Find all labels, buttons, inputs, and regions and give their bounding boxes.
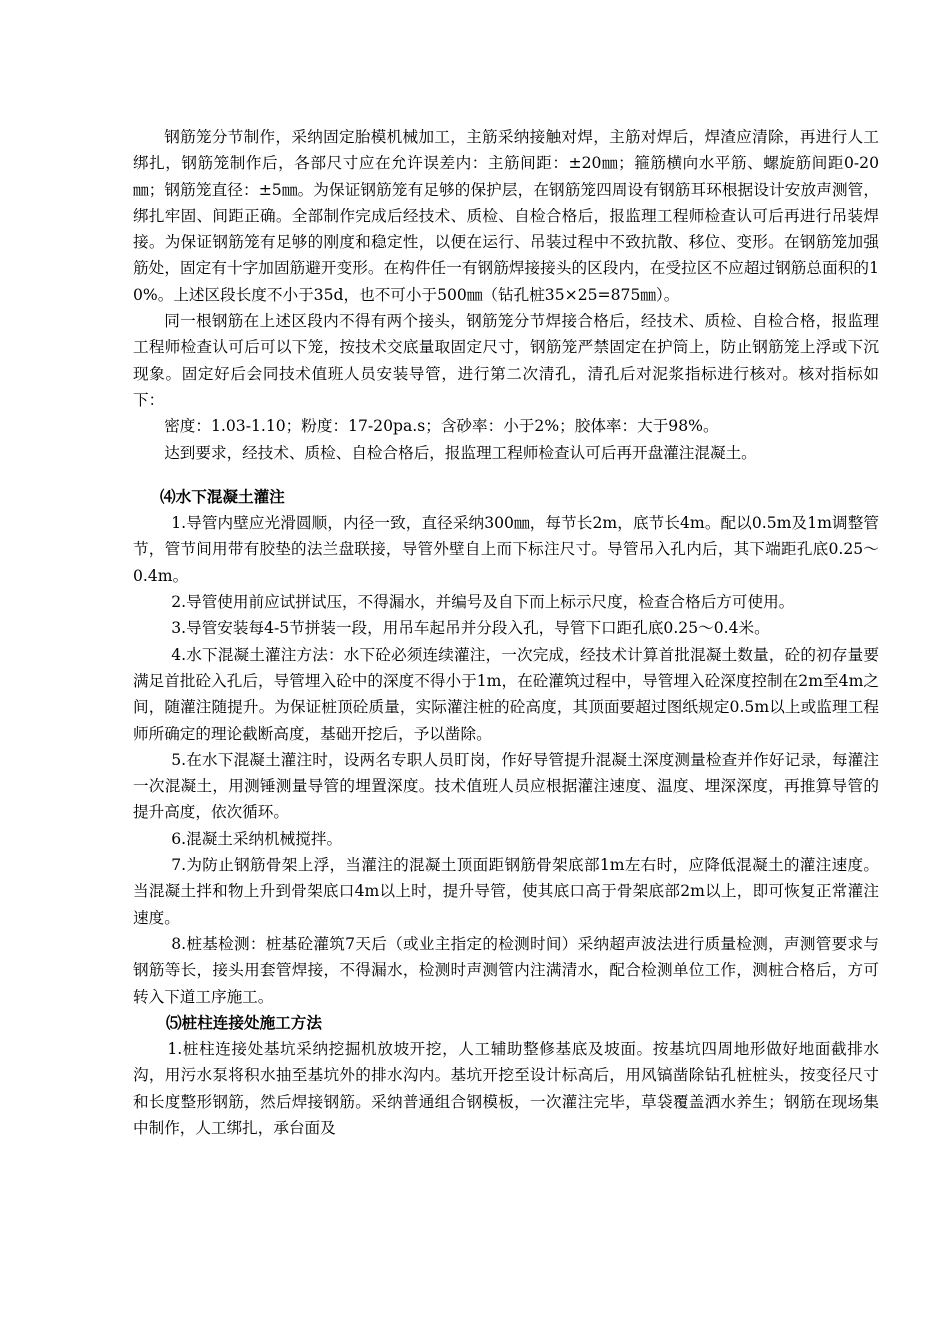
paragraph-pour-approval: 达到要求，经技术、质检、自检合格后，报监理工程师检查认可后再开盘灌注混凝土。 (164, 443, 757, 462)
section-4-item-5: 5.在水下混凝土灌注时，设两名专职人员盯岗，作好导管提升混凝土深度测量检查并作好记录，每灌注一次混凝土，用测锤测量导管的埋置深度。技术值班人员应根据灌注速度、温度、埋深深度，再推算导管的提升高度，依次循环。 (133, 750, 879, 822)
document-body (133, 124, 879, 1141)
paragraph-mud-indicators: 密度：1.03-1.10；粉度：17-20pa.s；含砂率：小于2%；胶体率：大于98%。 (164, 417, 719, 436)
section-5-heading: ⑸桩柱连接处施工方法 (166, 1013, 322, 1032)
section-4-item-1: 1.导管内壁应光滑圆顺，内径一致，直径采纳300㎜，每节长2m，底节长4m。配以0.5m及1m调整管节，管节间用带有胶垫的法兰盘联接，导管外壁自上而下标注尺寸。导管吊入孔内后，其下端距孔底0.25～0.4m。 (133, 514, 879, 585)
paragraph-rebar-cage-fabrication: 钢筋笼分节制作，采纳固定胎模机械加工，主筋采纳接触对焊，主筋对焊后，焊渣应清除，再进行人工绑扎，钢筋笼制作后，各部尺寸应在允许误差内：主筋间距：±20㎜；箍筋横向水平筋、螺旋筋间距0-20㎜；钢筋笼直径：±5㎜。为保证钢筋笼有足够的保护层，在钢筋笼四周设有钢筋耳环根据设计安放声测管，绑扎牢固、间距正确。全部制作完成后经技术、质检、自检合格后，报监理工程师检查认可后再进行吊装焊接。为保证钢筋笼有足够的刚度和稳定性，以便在运行、吊装过程中不致抗散、移位、变形。在钢筋笼加强筋处，固定有十字加固筋避开变形。在构件任一有钢筋焊接接头的区段内，在受拉区不应超过钢筋总面积的10%。上述区段长度不小于35d，也不可小于500㎜（钻孔桩35×25=875㎜）。 (133, 128, 879, 304)
section-5-item-1: 1.桩柱连接处基坑采纳挖掘机放坡开挖，人工辅助整修基底及坡面。按基坑四周地形做好地面截排水沟，用污水泵将积水抽至基坑外的排水沟内。基坑开挖至设计标高后，用风镐凿除钻孔桩桩头，按变径尺寸和长度整形钢筋，然后焊接钢筋。采纳普通组合钢模板，一次灌注完毕，草袋覆盖洒水养生；钢筋在现场集中制作，人工绑扎，承台面及 (133, 1040, 879, 1137)
section-4-item-8: 8.桩基检测：桩基砼灌筑7天后（或业主指定的检测时间）采纳超声波法进行质量检测，声测管要求与钢筋等长，接头用套管焊接，不得漏水，检测时声测管内注满清水，配合检测单位工作，测桩合格后，方可转入下道工序施工。 (133, 934, 879, 1006)
section-4-item-3: 3.导管安装每4-5节拼装一段，用吊车起吊并分段入孔，导管下口距孔底0.25～0.4米。 (171, 619, 770, 638)
section-4-heading: ⑷水下混凝土灌注 (160, 487, 285, 506)
section-4-item-6: 6.混凝土采纳机械搅拌。 (171, 829, 343, 848)
section-4-item-4: 4.水下混凝土灌注方法：水下砼必须连续灌注，一次完成，经技术计算首批混凝土数量，砼的初存量要满足首批砼入孔后，导管埋入砼中的深度不得小于1m，在砼灌筑过程中，导管埋入砼深度控制在2m至4m之间，随灌注随提升。为保证桩顶砼质量，实际灌注桩的砼高度，其顶面要超过图纸规定0.5m以上或监理工程师所确定的理论截断高度，基础开挖后，予以凿除。 (133, 645, 879, 743)
section-4-item-2: 2.导管使用前应试拼试压，不得漏水，并编号及自下而上标示尺度，检查合格后方可使用。 (171, 593, 795, 612)
paragraph-rebar-joints: 同一根钢筋在上述区段内不得有两个接头，钢筋笼分节焊接合格后，经技术、质检、自检合格，报监理工程师检查认可后可以下笼，按技术交底量取固定尺寸，钢筋笼严禁固定在护筒上，防止钢筋笼上浮或下沉现象。固定好后会同技术值班人员安装导管，进行第二次清孔，清孔后对泥浆指标进行核对。核对指标如下： (133, 312, 879, 409)
section-4-item-7: 7.为防止钢筋骨架上浮，当灌注的混凝土顶面距钢筋骨架底部1m左右时，应降低混凝土的灌注速度。当混凝土拌和物上升到骨架底口4m以上时，提升导管，使其底口高于骨架底部2m以上，即可恢复正常灌注速度。 (133, 856, 879, 927)
